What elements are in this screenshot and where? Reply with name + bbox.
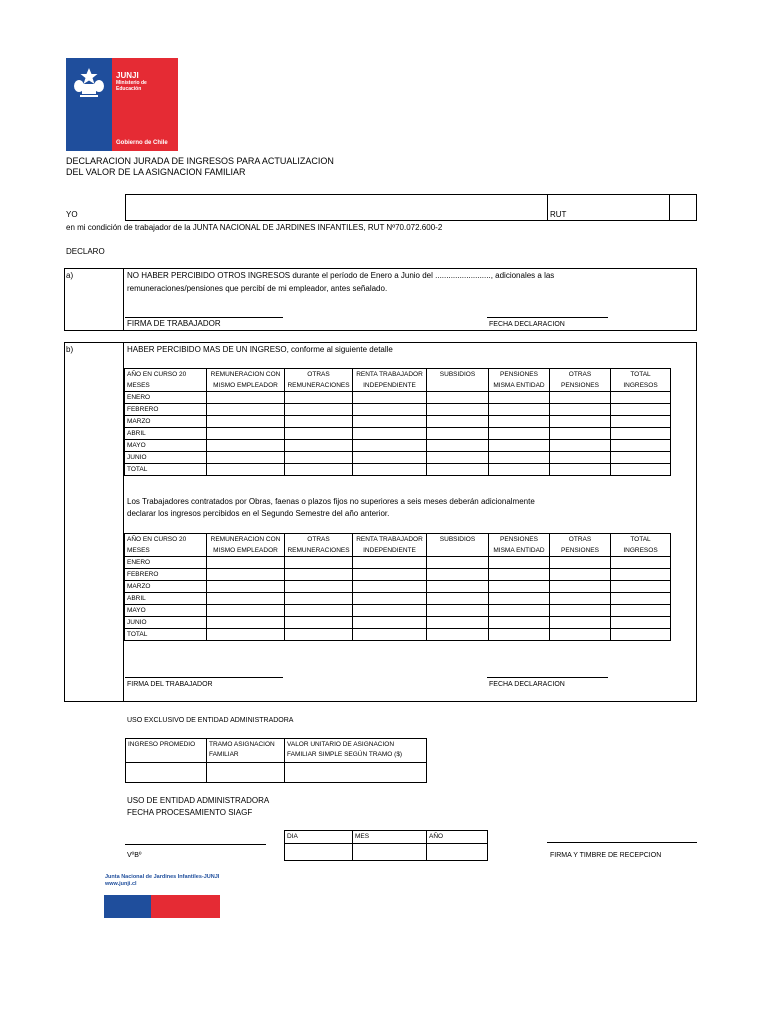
table1-row	[125, 440, 671, 452]
table1-amount-cell[interactable]	[427, 440, 489, 452]
table2-amount-cell[interactable]	[353, 557, 427, 569]
table2-header-r2-c0: MESES	[125, 545, 207, 557]
table1-header-r1-c0: AÑO EN CURSO 20	[125, 369, 207, 381]
table2-row	[125, 557, 671, 569]
table1-amount-cell[interactable]	[489, 464, 550, 476]
table2-amount-cell[interactable]	[353, 629, 427, 641]
table2-month-label: JUNIO	[125, 617, 207, 629]
table1-amount-cell[interactable]	[207, 464, 285, 476]
table1-amount-cell[interactable]	[207, 416, 285, 428]
footer-red-bar	[151, 895, 220, 918]
table2-amount-cell[interactable]	[207, 605, 285, 617]
table1-amount-cell[interactable]	[285, 428, 353, 440]
section-a-signature-label: FIRMA DE TRABAJADOR	[127, 319, 221, 328]
table2-amount-cell[interactable]	[353, 605, 427, 617]
table1-header-r2-c1: MISMO EMPLEADOR	[207, 380, 285, 392]
table2-amount-cell[interactable]	[550, 569, 611, 581]
table1-amount-cell[interactable]	[427, 392, 489, 404]
table2-header-r1-c4: SUBSIDIOS	[427, 534, 489, 546]
table1-month-label: ENERO	[125, 392, 207, 404]
junji-logo	[66, 58, 178, 151]
logo-brand: JUNJI	[116, 71, 139, 80]
section-b-letter: b)	[66, 345, 74, 354]
table2-amount-cell[interactable]	[427, 557, 489, 569]
section-b-date-line[interactable]	[487, 677, 608, 678]
table1-amount-cell[interactable]	[550, 464, 611, 476]
table2-header-r1-c5: PENSIONES	[489, 534, 550, 546]
section-b-signature-line[interactable]	[125, 677, 283, 678]
table2-amount-cell[interactable]	[550, 629, 611, 641]
table2-amount-cell[interactable]	[207, 569, 285, 581]
table1-header-r1-c4: SUBSIDIOS	[427, 369, 489, 381]
table2-row	[125, 593, 671, 605]
tramo-cell[interactable]	[207, 763, 285, 783]
table1-month-label: TOTAL	[125, 464, 207, 476]
table2-header-r1-c1: REMUNERACION CON	[207, 534, 285, 546]
table1-header-r2-c2: REMUNERACIONES	[285, 380, 353, 392]
table2-amount-cell[interactable]	[550, 605, 611, 617]
table2-month-label: MAYO	[125, 605, 207, 617]
table1-amount-cell[interactable]	[489, 392, 550, 404]
table2-amount-cell[interactable]	[550, 581, 611, 593]
fecha-procesamiento-label: FECHA PROCESAMIENTO SIAGF	[127, 808, 253, 817]
yo-label: YO	[66, 210, 78, 219]
table2-amount-cell[interactable]	[489, 557, 550, 569]
table2-header-r2-c3: INDEPENDIENTE	[353, 545, 427, 557]
ingreso-promedio-cell[interactable]	[126, 763, 207, 783]
table1-amount-cell[interactable]	[353, 464, 427, 476]
table2-amount-cell[interactable]	[489, 581, 550, 593]
section-b-note-line1: Los Trabajadores contratados por Obras, faenas o plazos fijos no superiores a seis meses deberán adicionalmente	[127, 497, 535, 506]
dia-header: DIA	[285, 831, 353, 844]
table2-header-r2-c5: MISMA ENTIDAD	[489, 545, 550, 557]
table2-amount-cell[interactable]	[353, 617, 427, 629]
table1-amount-cell[interactable]	[550, 416, 611, 428]
table1-amount-cell[interactable]	[550, 440, 611, 452]
table2-month-label: ENERO	[125, 557, 207, 569]
header-tramo: TRAMO ASIGNACION FAMILIAR	[207, 739, 285, 763]
table1-header-r2-c6: PENSIONES	[550, 380, 611, 392]
table2-amount-cell[interactable]	[427, 629, 489, 641]
table1-amount-cell[interactable]	[427, 428, 489, 440]
logo-blue-lower	[66, 104, 112, 151]
section-a-text-line1: NO HABER PERCIBIDO OTROS INGRESOS durante el período de Enero a Junio del ........................., adicionales a las	[127, 271, 555, 280]
table2-header-r1-c7: TOTAL	[611, 534, 671, 546]
table2-amount-cell[interactable]	[207, 629, 285, 641]
footer-blue-bar	[104, 895, 151, 918]
table2-amount-cell[interactable]	[285, 581, 353, 593]
ano-cell[interactable]	[427, 844, 488, 861]
table2-header-r2-c2: REMUNERACIONES	[285, 545, 353, 557]
section-b-heading: HABER PERCIBIDO MAS DE UN INGRESO, conforme al siguiente detalle	[127, 345, 393, 354]
table1-row	[125, 464, 671, 476]
table1-row	[125, 428, 671, 440]
table1-row	[125, 392, 671, 404]
table1-header-r2-c0: MESES	[125, 380, 207, 392]
table2-amount-cell[interactable]	[427, 593, 489, 605]
table2-amount-cell[interactable]	[207, 617, 285, 629]
table2-amount-cell[interactable]	[353, 569, 427, 581]
table1-amount-cell[interactable]	[207, 428, 285, 440]
valor-unitario-cell[interactable]	[285, 763, 427, 783]
table1-amount-cell[interactable]	[207, 392, 285, 404]
table1-amount-cell[interactable]	[611, 440, 671, 452]
table2-amount-cell[interactable]	[489, 629, 550, 641]
table2-amount-cell[interactable]	[207, 581, 285, 593]
uso-entidad-label: USO DE ENTIDAD ADMINISTRADORA	[127, 796, 270, 805]
table1-month-label: FEBRERO	[125, 404, 207, 416]
condition-text: en mi condición de trabajador de la JUNTA NACIONAL DE JARDINES INFANTILES, RUT Nº70.072.600-2	[66, 223, 443, 232]
table2-amount-cell[interactable]	[285, 629, 353, 641]
table1-header-r2-c4	[427, 380, 489, 392]
table1-amount-cell[interactable]	[611, 428, 671, 440]
table1-header-r1-c5: PENSIONES	[489, 369, 550, 381]
table2-amount-cell[interactable]	[427, 617, 489, 629]
table2-row	[125, 629, 671, 641]
processing-date-table	[284, 830, 488, 861]
logo-government: Gobierno de Chile	[116, 140, 168, 146]
table2-amount-cell[interactable]	[353, 593, 427, 605]
vobo-label: VºBº	[127, 852, 142, 859]
table1-amount-cell[interactable]	[207, 452, 285, 464]
dia-cell[interactable]	[285, 844, 353, 861]
table1-amount-cell[interactable]	[489, 440, 550, 452]
table2-amount-cell[interactable]	[285, 593, 353, 605]
table1-amount-cell[interactable]	[611, 464, 671, 476]
table2-amount-cell[interactable]	[550, 617, 611, 629]
section-a-divider	[123, 268, 124, 331]
table1-header-r1-c3: RENTA TRABAJADOR	[353, 369, 427, 381]
header-valor-unitario: VALOR UNITARIO DE ASIGNACION FAMILIAR SIMPLE SEGÚN TRAMO ($)	[285, 739, 427, 763]
table1-amount-cell[interactable]	[611, 452, 671, 464]
logo-ministry-1: Ministerio de	[116, 80, 147, 86]
table2-month-label: MARZO	[125, 581, 207, 593]
table2-amount-cell[interactable]	[353, 581, 427, 593]
table1-header-r2-c3: INDEPENDIENTE	[353, 380, 427, 392]
table2-amount-cell[interactable]	[611, 605, 671, 617]
section-b-signature-label: FIRMA DEL TRABAJADOR	[127, 681, 213, 688]
section-a-date-label: FECHA DECLARACION	[489, 321, 565, 328]
header-ingreso-promedio: INGRESO PROMEDIO	[126, 739, 207, 763]
table1-amount-cell[interactable]	[285, 464, 353, 476]
table2-row	[125, 569, 671, 581]
table1-amount-cell[interactable]	[353, 392, 427, 404]
table2-amount-cell[interactable]	[489, 617, 550, 629]
table1-amount-cell[interactable]	[353, 452, 427, 464]
table2-amount-cell[interactable]	[285, 557, 353, 569]
reception-label: FIRMA Y TIMBRE DE RECEPCION	[550, 852, 662, 859]
vobo-line[interactable]	[125, 844, 266, 845]
table2-row	[125, 617, 671, 629]
table2-amount-cell[interactable]	[611, 593, 671, 605]
table2-amount-cell[interactable]	[427, 605, 489, 617]
table1-amount-cell[interactable]	[427, 464, 489, 476]
table2-amount-cell[interactable]	[489, 593, 550, 605]
table1-amount-cell[interactable]	[353, 416, 427, 428]
coat-of-arms-icon	[66, 58, 112, 104]
table1-amount-cell[interactable]	[611, 416, 671, 428]
table2-header-r2-c6: PENSIONES	[550, 545, 611, 557]
table2-amount-cell[interactable]	[489, 605, 550, 617]
section-b-date-label: FECHA DECLARACION	[489, 681, 565, 688]
table1-amount-cell[interactable]	[489, 428, 550, 440]
table1-amount-cell[interactable]	[489, 404, 550, 416]
table1-amount-cell[interactable]	[489, 416, 550, 428]
table2-amount-cell[interactable]	[285, 617, 353, 629]
table1-amount-cell[interactable]	[489, 452, 550, 464]
table1-amount-cell[interactable]	[353, 404, 427, 416]
footer-url[interactable]: www.junji.cl	[105, 881, 137, 887]
income-table-1	[124, 368, 671, 476]
name-field[interactable]	[125, 194, 548, 221]
reception-line[interactable]	[547, 842, 697, 843]
mes-cell[interactable]	[353, 844, 427, 861]
rut-field[interactable]	[669, 194, 697, 221]
table2-header-r1-c3: RENTA TRABAJADOR	[353, 534, 427, 546]
table1-row	[125, 452, 671, 464]
table1-amount-cell[interactable]	[550, 452, 611, 464]
table1-row	[125, 404, 671, 416]
table1-amount-cell[interactable]	[427, 416, 489, 428]
section-a-signature-line[interactable]	[125, 317, 283, 318]
table1-header-r1-c6: OTRAS	[550, 369, 611, 381]
table1-amount-cell[interactable]	[611, 392, 671, 404]
table2-month-label: TOTAL	[125, 629, 207, 641]
logo-ministry-2: Educación	[116, 86, 142, 92]
table1-amount-cell[interactable]	[285, 404, 353, 416]
table2-header-r2-c4	[427, 545, 489, 557]
table1-amount-cell[interactable]	[427, 452, 489, 464]
footer-org: Junta Nacional de Jardines Infantiles-JUNJI	[105, 874, 220, 880]
section-a-letter: a)	[66, 271, 74, 280]
table1-amount-cell[interactable]	[207, 404, 285, 416]
allowance-table	[125, 738, 427, 783]
table1-month-label: ABRIL	[125, 428, 207, 440]
table2-amount-cell[interactable]	[207, 557, 285, 569]
table2-header-r1-c0: AÑO EN CURSO 20	[125, 534, 207, 546]
table2-amount-cell[interactable]	[489, 569, 550, 581]
table2-amount-cell[interactable]	[427, 581, 489, 593]
table1-amount-cell[interactable]	[207, 440, 285, 452]
table1-amount-cell[interactable]	[550, 428, 611, 440]
table1-amount-cell[interactable]	[353, 440, 427, 452]
table2-header-r1-c2: OTRAS	[285, 534, 353, 546]
table1-amount-cell[interactable]	[285, 392, 353, 404]
ano-header: AÑO	[427, 831, 488, 844]
exclusive-use-label: USO EXCLUSIVO DE ENTIDAD ADMINISTRADORA	[127, 717, 294, 724]
section-a-text-line2: remuneraciones/pensiones que percibí de mi empleador, antes señalado.	[127, 284, 388, 293]
table1-amount-cell[interactable]	[285, 440, 353, 452]
table2-amount-cell[interactable]	[285, 569, 353, 581]
mes-header: MES	[353, 831, 427, 844]
table2-amount-cell[interactable]	[611, 557, 671, 569]
table1-header-r2-c5: MISMA ENTIDAD	[489, 380, 550, 392]
table2-month-label: FEBRERO	[125, 569, 207, 581]
table1-amount-cell[interactable]	[550, 392, 611, 404]
table2-amount-cell[interactable]	[611, 569, 671, 581]
table2-amount-cell[interactable]	[611, 617, 671, 629]
table1-amount-cell[interactable]	[611, 404, 671, 416]
section-a-date-line[interactable]	[487, 317, 608, 318]
table2-amount-cell[interactable]	[285, 605, 353, 617]
table2-row	[125, 581, 671, 593]
section-b-note-line2: declarar los ingresos percibidos en el Segundo Semestre del año anterior.	[127, 509, 390, 518]
form-title-line1: DECLARACION JURADA DE INGRESOS PARA ACTUALIZACION	[66, 156, 334, 166]
table1-amount-cell[interactable]	[285, 416, 353, 428]
income-table-2	[124, 533, 671, 641]
table2-header-r2-c1: MISMO EMPLEADOR	[207, 545, 285, 557]
table1-amount-cell[interactable]	[285, 452, 353, 464]
table1-row	[125, 416, 671, 428]
table1-month-label: MAYO	[125, 440, 207, 452]
table1-amount-cell[interactable]	[550, 404, 611, 416]
table2-amount-cell[interactable]	[550, 557, 611, 569]
table1-header-r1-c7: TOTAL	[611, 369, 671, 381]
table2-amount-cell[interactable]	[427, 569, 489, 581]
table2-amount-cell[interactable]	[207, 593, 285, 605]
table2-amount-cell[interactable]	[611, 581, 671, 593]
table1-month-label: MARZO	[125, 416, 207, 428]
table1-header-r1-c1: REMUNERACION CON	[207, 369, 285, 381]
table2-row	[125, 605, 671, 617]
table1-amount-cell[interactable]	[353, 428, 427, 440]
table1-month-label: JUNIO	[125, 452, 207, 464]
form-title-line2: DEL VALOR DE LA ASIGNACION FAMILIAR	[66, 167, 246, 177]
table1-amount-cell[interactable]	[427, 404, 489, 416]
rut-label: RUT	[550, 210, 567, 219]
table2-month-label: ABRIL	[125, 593, 207, 605]
logo-shield-area	[66, 58, 112, 104]
declaro-label: DECLARO	[66, 247, 105, 256]
table2-header-r1-c6: OTRAS	[550, 534, 611, 546]
table2-header-r2-c7: INGRESOS	[611, 545, 671, 557]
table2-amount-cell[interactable]	[550, 593, 611, 605]
table1-header-r2-c7: INGRESOS	[611, 380, 671, 392]
table2-amount-cell[interactable]	[611, 629, 671, 641]
table1-header-r1-c2: OTRAS	[285, 369, 353, 381]
